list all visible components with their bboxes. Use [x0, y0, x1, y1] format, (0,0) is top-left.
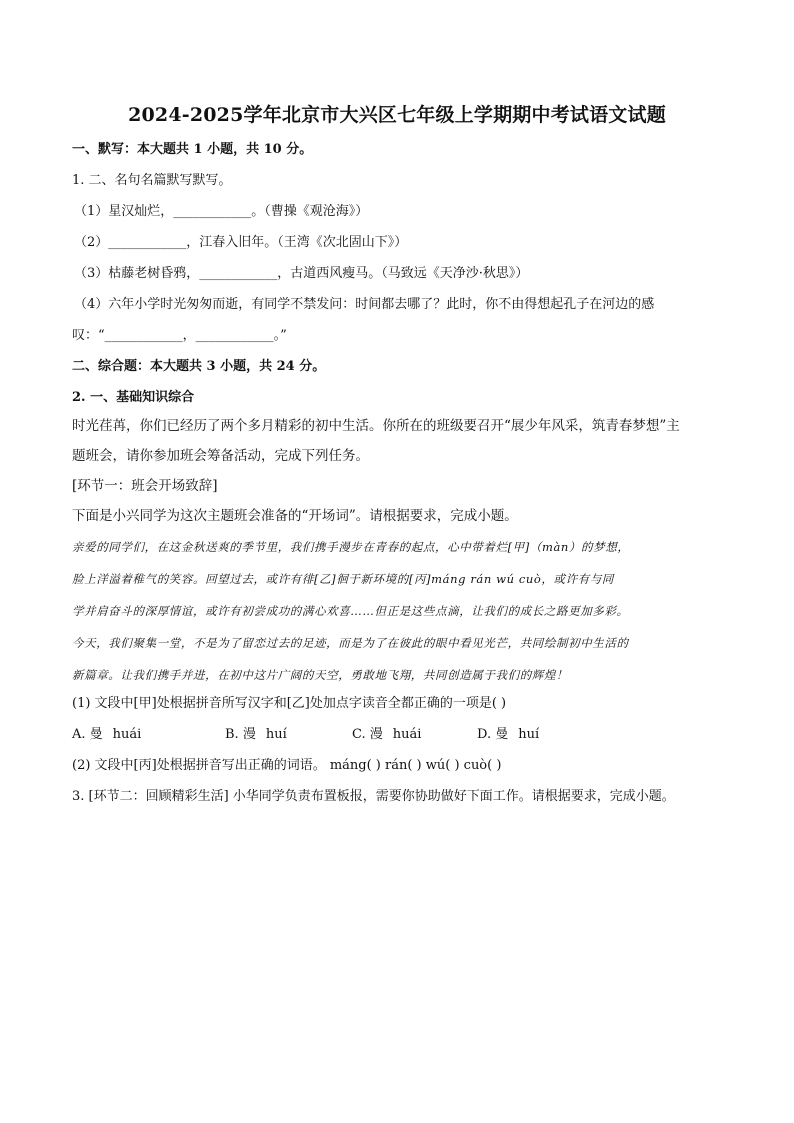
- q3-heading: 3. [环节二：回顾精彩生活] 小华同学负责布置板报，需要你协助做好下面工作。请根据要求，完成小题。: [72, 789, 675, 804]
- section1-heading: 一、默写：本大题共 1 小题，共 10 分。: [72, 142, 313, 157]
- speech-line-1: 亲爱的同学们，在这金秋送爽的季节里，我们携手漫步在青春的起点，心中带着烂[甲]（màn）的梦想，: [72, 540, 630, 554]
- option-c[interactable]: [352, 724, 477, 746]
- speech-line-2: 脸上洋溢着稚气的笑容。回望过去，或许有徘[乙]徊于新环境的[丙]máng rán wú cuò，或许有与同: [72, 572, 615, 586]
- option-b[interactable]: [225, 724, 352, 746]
- answer-options: [72, 724, 722, 746]
- option-b-pinyin: huí: [265, 727, 287, 742]
- q1-item-4-cont: 叹：“____________，____________。”: [72, 328, 287, 343]
- sub-question-2: (2) 文段中[丙]处根据拼音写出正确的词语。 máng( ) rán( ) wú( ) cuò( ): [72, 758, 502, 773]
- option-a-pinyin: huái: [112, 727, 142, 742]
- q1-item-4: （4）六年小学时光匆匆而逝，有同学不禁发问：时间都去哪了？此时，你不由得想起孔子在河边的感: [74, 297, 655, 312]
- speech-line-4: 今天，我们聚集一堂，不是为了留恋过去的足迹，而是为了在彼此的眼中看见光芒，共同绘制初中生活的: [72, 636, 629, 650]
- section2-heading: 二、综合题：本大题共 3 小题，共 24 分。: [72, 359, 326, 374]
- page-title: 2024-2025学年北京市大兴区七年级上学期期中考试语文试题: [128, 104, 666, 126]
- option-d-label: D. 曼: [477, 727, 509, 742]
- intro-line-1: 时光荏苒，你们已经历了两个多月精彩的初中生活。你所在的班级要召开“展少年风采，筑青春梦想”主: [72, 418, 680, 434]
- intro-line-2: 题班会，请你参加班会筹备活动，完成下列任务。: [72, 448, 369, 464]
- exam-page: [72, 100, 722, 817]
- stage1-title: [环节一：班会开场致辞]: [72, 478, 218, 494]
- q1-item-3: （3）枯藤老树昏鸦，____________，古道西风瘦马。（马致远《天净沙·秋思》）: [74, 266, 529, 281]
- option-c-pinyin: huái: [392, 727, 422, 742]
- sub-question-1: (1) 文段中[甲]处根据拼音所写汉字和[乙]处加点字读音全都正确的一项是( ): [72, 696, 507, 711]
- q1-heading: 1. 二、名句名篇默写默写。: [72, 173, 232, 188]
- option-c-label: C. 漫: [352, 727, 383, 742]
- stage1-description: 下面是小兴同学为这次主题班会准备的“开场词”。请根据要求，完成小题。: [72, 508, 518, 524]
- option-a[interactable]: [72, 724, 225, 746]
- option-d[interactable]: [477, 724, 597, 746]
- option-a-label: A. 曼: [72, 727, 103, 742]
- option-b-label: B. 漫: [225, 727, 256, 742]
- q1-item-2: （2）____________，江春入旧年。（王湾《次北固山下》）: [74, 235, 408, 250]
- speech-line-3: 学并肩奋斗的深厚情谊，或许有初尝成功的满心欢喜……但正是这些点滴，让我们的成长之路更加多彩。: [72, 604, 629, 618]
- option-d-pinyin: huí: [518, 727, 540, 742]
- q1-item-1: （1）星汉灿烂，____________。（曹操《观沧海》）: [74, 204, 369, 219]
- q2-heading: 2. 一、基础知识综合: [72, 390, 195, 405]
- speech-line-5: 新篇章。让我们携手并进，在初中这片广阔的天空，勇敢地飞翔，共同创造属于我们的辉煌！: [72, 668, 569, 682]
